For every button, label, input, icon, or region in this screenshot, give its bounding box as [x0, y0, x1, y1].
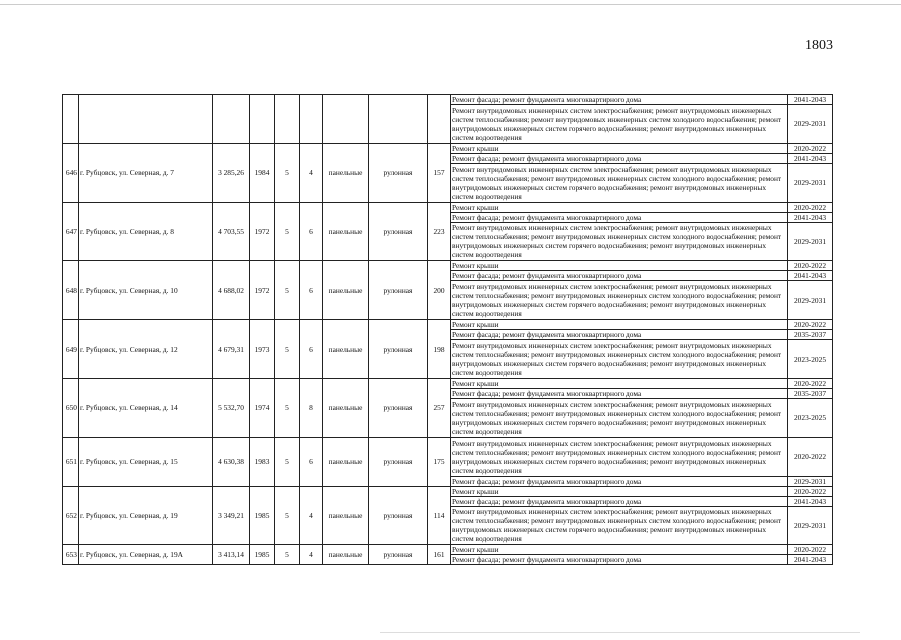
- wall-material: панельные: [323, 261, 369, 320]
- empty-cell: [79, 95, 213, 144]
- work-period: 2020-2022: [788, 486, 833, 496]
- wall-material: панельные: [323, 202, 369, 261]
- repair-schedule-table: [62, 94, 833, 565]
- work-description: Ремонт фасада; ремонт фундамента многоквартирного дома: [451, 212, 788, 222]
- work-description: Ремонт фасада; ремонт фундамента многоквартирного дома: [451, 555, 788, 565]
- wall-material: панельные: [323, 437, 369, 486]
- building-entrances: 6: [300, 202, 323, 261]
- building-floors: 5: [275, 143, 300, 202]
- building-number: 653: [63, 545, 79, 565]
- table-row: [63, 320, 833, 330]
- roof-type: рулонная: [369, 437, 428, 486]
- table-row: [63, 202, 833, 212]
- work-description: Ремонт внутридомовых инженерных систем электроснабжения; ремонт внутридомовых инженерных систем теплоснабжения; ремонт внутридомовых инженерных систем холодного водоснабжения; ремонт внутридомовых инженерных систем горячего водоснабжения; ремонт внутридомовых инженерных систем водоотведения: [451, 340, 788, 379]
- work-period: 2041-2043: [788, 271, 833, 281]
- table-row: [63, 545, 833, 555]
- building-year: 1983: [250, 437, 275, 486]
- building-year: 1984: [250, 143, 275, 202]
- work-period: 2029-2031: [788, 105, 833, 144]
- residents-count: 175: [428, 437, 451, 486]
- building-area: 4 679,31: [213, 320, 250, 379]
- building-year: 1972: [250, 261, 275, 320]
- work-period: 2023-2025: [788, 398, 833, 437]
- work-description: Ремонт фасада; ремонт фундамента многоквартирного дома: [451, 330, 788, 340]
- wall-material: панельные: [323, 143, 369, 202]
- residents-count: 257: [428, 378, 451, 437]
- work-period: 2029-2031: [788, 506, 833, 545]
- table-row: [63, 143, 833, 153]
- table-row: [63, 378, 833, 388]
- work-description: Ремонт фасада; ремонт фундамента многоквартирного дома: [451, 496, 788, 506]
- roof-type: рулонная: [369, 486, 428, 545]
- building-number: 647: [63, 202, 79, 261]
- work-description: Ремонт крыши: [451, 545, 788, 555]
- building-address: г. Рубцовск, ул. Северная, д. 10: [79, 261, 213, 320]
- empty-cell: [300, 95, 323, 144]
- work-description: Ремонт фасада; ремонт фундамента многоквартирного дома: [451, 271, 788, 281]
- building-entrances: 4: [300, 545, 323, 565]
- building-entrances: 4: [300, 143, 323, 202]
- bottom-scan-line: [380, 632, 860, 633]
- building-floors: 5: [275, 261, 300, 320]
- table-row: [63, 261, 833, 271]
- building-address: г. Рубцовск, ул. Северная, д. 7: [79, 143, 213, 202]
- work-description: Ремонт внутридомовых инженерных систем электроснабжения; ремонт внутридомовых инженерных систем теплоснабжения; ремонт внутридомовых инженерных систем холодного водоснабжения; ремонт внутридомовых инженерных систем горячего водоснабжения; ремонт внутридомовых инженерных систем водоотведения: [451, 398, 788, 437]
- building-area: 3 413,14: [213, 545, 250, 565]
- work-period: 2029-2031: [788, 476, 833, 486]
- residents-count: 200: [428, 261, 451, 320]
- building-number: 648: [63, 261, 79, 320]
- roof-type: рулонная: [369, 320, 428, 379]
- work-description: Ремонт крыши: [451, 261, 788, 271]
- work-description: Ремонт крыши: [451, 143, 788, 153]
- building-area: 3 285,26: [213, 143, 250, 202]
- building-number: 652: [63, 486, 79, 545]
- building-address: г. Рубцовск, ул. Северная, д. 12: [79, 320, 213, 379]
- page-number: 1803: [805, 38, 833, 53]
- work-period: 2029-2031: [788, 222, 833, 261]
- building-entrances: 6: [300, 437, 323, 486]
- work-description: Ремонт крыши: [451, 486, 788, 496]
- work-period: 2020-2022: [788, 437, 833, 476]
- residents-count: 161: [428, 545, 451, 565]
- building-floors: 5: [275, 486, 300, 545]
- empty-cell: [63, 95, 79, 144]
- work-description: Ремонт фасада; ремонт фундамента многоквартирного дома: [451, 388, 788, 398]
- building-floors: 5: [275, 437, 300, 486]
- work-description: Ремонт крыши: [451, 378, 788, 388]
- table-row: [63, 486, 833, 496]
- building-floors: 5: [275, 378, 300, 437]
- building-floors: 5: [275, 545, 300, 565]
- work-period: 2041-2043: [788, 95, 833, 105]
- building-year: 1972: [250, 202, 275, 261]
- building-year: 1985: [250, 486, 275, 545]
- building-entrances: 4: [300, 486, 323, 545]
- work-period: 2035-2037: [788, 388, 833, 398]
- work-period: 2020-2022: [788, 320, 833, 330]
- work-period: 2041-2043: [788, 212, 833, 222]
- building-area: 5 532,70: [213, 378, 250, 437]
- building-area: 4 688,02: [213, 261, 250, 320]
- building-area: 4 630,38: [213, 437, 250, 486]
- work-description: Ремонт внутридомовых инженерных систем электроснабжения; ремонт внутридомовых инженерных систем теплоснабжения; ремонт внутридомовых инженерных систем холодного водоснабжения; ремонт внутридомовых инженерных систем горячего водоснабжения; ремонт внутридомовых инженерных систем водоотведения: [451, 163, 788, 202]
- table-row: [63, 95, 833, 105]
- work-description: Ремонт внутридомовых инженерных систем электроснабжения; ремонт внутридомовых инженерных систем теплоснабжения; ремонт внутридомовых инженерных систем холодного водоснабжения; ремонт внутридомовых инженерных систем горячего водоснабжения; ремонт внутридомовых инженерных систем водоотведения: [451, 222, 788, 261]
- work-period: 2020-2022: [788, 545, 833, 555]
- empty-cell: [428, 95, 451, 144]
- empty-cell: [275, 95, 300, 144]
- work-period: 2023-2025: [788, 340, 833, 379]
- wall-material: панельные: [323, 320, 369, 379]
- roof-type: рулонная: [369, 545, 428, 565]
- building-floors: 5: [275, 320, 300, 379]
- work-description: Ремонт фасада; ремонт фундамента многоквартирного дома: [451, 153, 788, 163]
- work-description: Ремонт внутридомовых инженерных систем электроснабжения; ремонт внутридомовых инженерных систем теплоснабжения; ремонт внутридомовых инженерных систем холодного водоснабжения; ремонт внутридомовых инженерных систем горячего водоснабжения; ремонт внутридомовых инженерных систем водоотведения: [451, 281, 788, 320]
- work-period: 2041-2043: [788, 555, 833, 565]
- residents-count: 157: [428, 143, 451, 202]
- building-address: г. Рубцовск, ул. Северная, д. 8: [79, 202, 213, 261]
- work-description: Ремонт внутридомовых инженерных систем электроснабжения; ремонт внутридомовых инженерных систем теплоснабжения; ремонт внутридомовых инженерных систем холодного водоснабжения; ремонт внутридомовых инженерных систем горячего водоснабжения; ремонт внутридомовых инженерных систем водоотведения: [451, 506, 788, 545]
- work-period: 2041-2043: [788, 153, 833, 163]
- building-floors: 5: [275, 202, 300, 261]
- wall-material: панельные: [323, 378, 369, 437]
- building-number: 651: [63, 437, 79, 486]
- work-description: Ремонт фасада; ремонт фундамента многоквартирного дома: [451, 95, 788, 105]
- roof-type: рулонная: [369, 378, 428, 437]
- building-number: 649: [63, 320, 79, 379]
- building-address: г. Рубцовск, ул. Северная, д. 19А: [79, 545, 213, 565]
- work-period: 2029-2031: [788, 163, 833, 202]
- building-number: 646: [63, 143, 79, 202]
- building-area: 4 703,55: [213, 202, 250, 261]
- residents-count: 223: [428, 202, 451, 261]
- work-description: Ремонт крыши: [451, 320, 788, 330]
- roof-type: рулонная: [369, 261, 428, 320]
- work-description: Ремонт фасада; ремонт фундамента многоквартирного дома: [451, 476, 788, 486]
- building-area: 3 349,21: [213, 486, 250, 545]
- building-address: г. Рубцовск, ул. Северная, д. 14: [79, 378, 213, 437]
- wall-material: панельные: [323, 545, 369, 565]
- empty-cell: [369, 95, 428, 144]
- building-year: 1974: [250, 378, 275, 437]
- building-entrances: 8: [300, 378, 323, 437]
- building-entrances: 6: [300, 261, 323, 320]
- work-period: 2020-2022: [788, 261, 833, 271]
- work-period: 2041-2043: [788, 496, 833, 506]
- building-address: г. Рубцовск, ул. Северная, д. 19: [79, 486, 213, 545]
- building-number: 650: [63, 378, 79, 437]
- roof-type: рулонная: [369, 202, 428, 261]
- table-body: [63, 95, 833, 565]
- work-period: 2020-2022: [788, 202, 833, 212]
- residents-count: 198: [428, 320, 451, 379]
- roof-type: рулонная: [369, 143, 428, 202]
- work-description: Ремонт крыши: [451, 202, 788, 212]
- top-scan-line: [0, 4, 901, 5]
- work-period: 2020-2022: [788, 143, 833, 153]
- building-address: г. Рубцовск, ул. Северная, д. 15: [79, 437, 213, 486]
- building-year: 1985: [250, 545, 275, 565]
- building-entrances: 6: [300, 320, 323, 379]
- work-description: Ремонт внутридомовых инженерных систем электроснабжения; ремонт внутридомовых инженерных систем теплоснабжения; ремонт внутридомовых инженерных систем холодного водоснабжения; ремонт внутридомовых инженерных систем горячего водоснабжения; ремонт внутридомовых инженерных систем водоотведения: [451, 105, 788, 144]
- work-period: 2035-2037: [788, 330, 833, 340]
- wall-material: панельные: [323, 486, 369, 545]
- empty-cell: [323, 95, 369, 144]
- empty-cell: [250, 95, 275, 144]
- work-period: 2029-2031: [788, 281, 833, 320]
- residents-count: 114: [428, 486, 451, 545]
- empty-cell: [213, 95, 250, 144]
- work-description: Ремонт внутридомовых инженерных систем электроснабжения; ремонт внутридомовых инженерных систем теплоснабжения; ремонт внутридомовых инженерных систем холодного водоснабжения; ремонт внутридомовых инженерных систем горячего водоснабжения; ремонт внутридомовых инженерных систем водоотведения: [451, 437, 788, 476]
- work-period: 2020-2022: [788, 378, 833, 388]
- building-year: 1973: [250, 320, 275, 379]
- table-row: [63, 437, 833, 476]
